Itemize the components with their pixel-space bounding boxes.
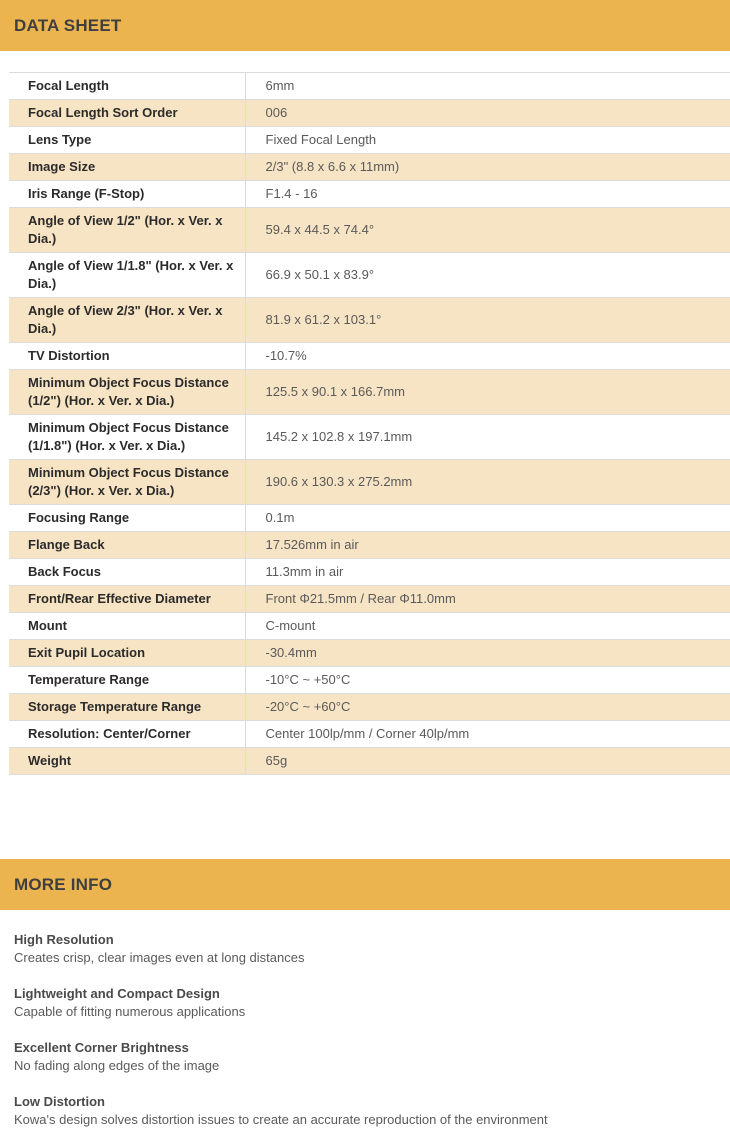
table-row [9,181,730,208]
spec-value: 0.1m [245,505,730,532]
spec-value: 145.2 x 102.8 x 197.1mm [245,415,730,460]
spec-label: Exit Pupil Location [9,640,245,667]
spec-label: Angle of View 1/2" (Hor. x Ver. x Dia.) [9,208,245,253]
table-row [9,694,730,721]
spec-value: C-mount [245,613,730,640]
spec-value: 17.526mm in air [245,532,730,559]
feature-description: No fading along edges of the image [14,1058,220,1073]
spec-label: Back Focus [9,559,245,586]
table-row [9,127,730,154]
spec-value: 125.5 x 90.1 x 166.7mm [245,370,730,415]
table-row [9,343,730,370]
spec-value: Fixed Focal Length [245,127,730,154]
spec-value: 006 [245,100,730,127]
spec-label: Flange Back [9,532,245,559]
spec-value: -10.7% [245,343,730,370]
spec-value: F1.4 - 16 [245,181,730,208]
table-row [9,460,730,505]
spec-label: Mount [9,613,245,640]
table-row [9,721,730,748]
table-row [9,667,730,694]
spec-label: Angle of View 2/3" (Hor. x Ver. x Dia.) [9,298,245,343]
spec-label: Minimum Object Focus Distance (1/1.8") (Hor. x Ver. x Dia.) [9,415,245,460]
spec-label: Focal Length Sort Order [9,100,245,127]
spec-value: 11.3mm in air [245,559,730,586]
list-item [14,1093,714,1147]
spec-value: -20°C ~ +60°C [245,694,730,721]
spec-table [9,72,730,775]
spec-value: 81.9 x 61.2 x 103.1° [245,298,730,343]
table-row [9,559,730,586]
spec-value: Front Φ21.5mm / Rear Φ11.0mm [245,586,730,613]
spec-value: 66.9 x 50.1 x 83.9° [245,253,730,298]
table-row [9,253,730,298]
feature-title: High Resolution [14,932,114,947]
more-info-list [14,931,714,1147]
table-row [9,100,730,127]
spec-label: TV Distortion [9,343,245,370]
feature-title: Lightweight and Compact Design [14,986,220,1001]
spec-label: Angle of View 1/1.8" (Hor. x Ver. x Dia.) [9,253,245,298]
table-row [9,73,730,100]
spec-label: Front/Rear Effective Diameter [9,586,245,613]
spec-label: Lens Type [9,127,245,154]
spec-label: Image Size [9,154,245,181]
feature-title: Low Distortion [14,1094,105,1109]
spec-value: 190.6 x 130.3 x 275.2mm [245,460,730,505]
spec-label: Minimum Object Focus Distance (1/2") (Hor. x Ver. x Dia.) [9,370,245,415]
table-row [9,532,730,559]
table-row [9,298,730,343]
data-sheet-header [0,0,730,51]
spec-label: Iris Range (F-Stop) [9,181,245,208]
spec-label: Weight [9,748,245,775]
spec-value: 2/3" (8.8 x 6.6 x 11mm) [245,154,730,181]
spec-value: Center 100lp/mm / Corner 40lp/mm [245,721,730,748]
list-item [14,931,714,985]
table-row [9,154,730,181]
spec-value: 65g [245,748,730,775]
spec-label: Temperature Range [9,667,245,694]
spec-label: Resolution: Center/Corner [9,721,245,748]
spec-value: 6mm [245,73,730,100]
table-row [9,208,730,253]
table-row [9,505,730,532]
table-row [9,613,730,640]
spec-value: 59.4 x 44.5 x 74.4° [245,208,730,253]
spec-label: Minimum Object Focus Distance (2/3") (Hor. x Ver. x Dia.) [9,460,245,505]
spec-value: -10°C ~ +50°C [245,667,730,694]
feature-description: Capable of fitting numerous applications [14,1004,246,1019]
table-row [9,415,730,460]
more-info-title: MORE INFO [14,875,113,894]
spec-label: Storage Temperature Range [9,694,245,721]
feature-description: Creates crisp, clear images even at long distances [14,950,305,965]
more-info-header [0,859,730,910]
spec-label: Focusing Range [9,505,245,532]
table-row [9,640,730,667]
table-row [9,748,730,775]
table-row [9,586,730,613]
list-item [14,985,714,1039]
data-sheet-title: DATA SHEET [14,16,122,35]
feature-description: Kowa's design solves distortion issues to create an accurate reproduction of the environment [14,1112,548,1127]
feature-title: Excellent Corner Brightness [14,1040,189,1055]
list-item [14,1039,714,1093]
spec-label: Focal Length [9,73,245,100]
table-row [9,370,730,415]
spec-value: -30.4mm [245,640,730,667]
